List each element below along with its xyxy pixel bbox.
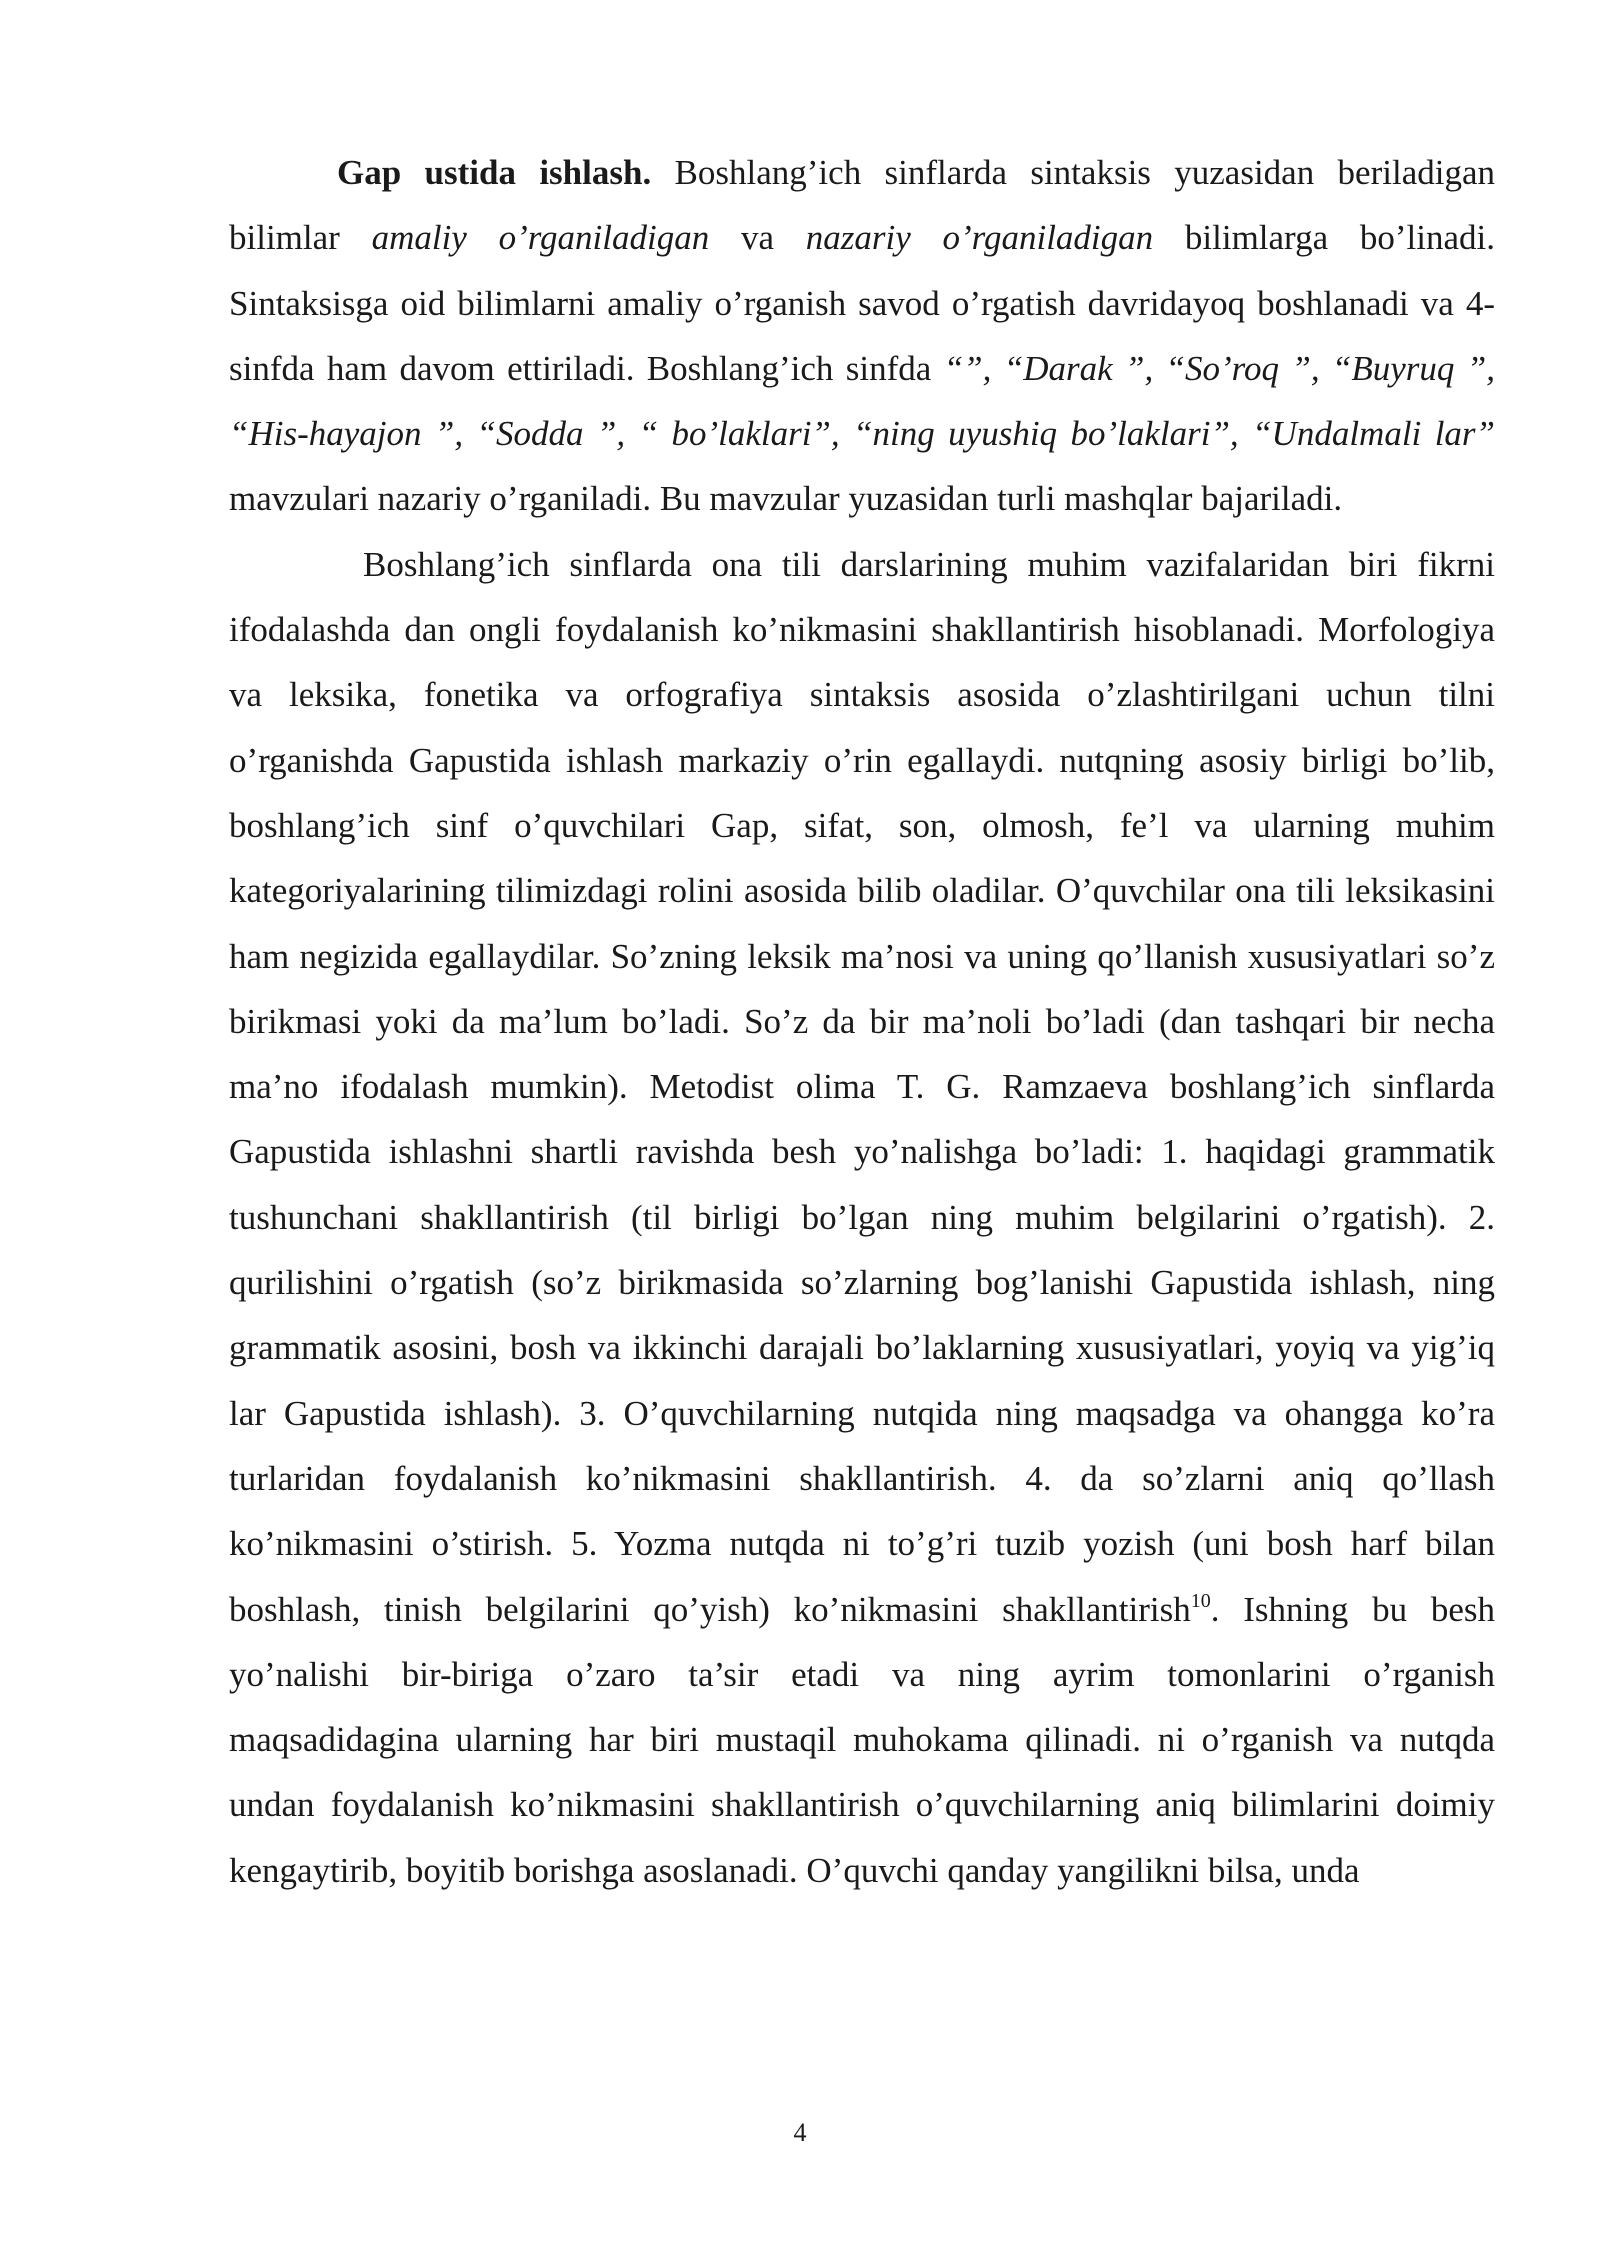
footnote-reference[interactable]: 10 [1190,1589,1211,1612]
paragraph-gap-ustida-ishlash [229,140,1495,532]
italic-term-nazariy: nazariy o’rganiladigan [805,218,1154,258]
document-body [229,140,1495,1903]
text-span: Boshlang’ich sinflarda sintaksis yuzasidan beriladigan bilimlar [229,153,1495,258]
page-number: 4 [793,2118,807,2147]
text-span: va [709,218,806,258]
text-span: mavzulari nazariy o’rganiladi. Bu mavzular yuzasidan turli mashqlar bajariladi. [229,479,1343,519]
text-span: . Ishning bu besh yo’nalishi bir-biriga o’zaro ta’sir etadi va ning ayrim tomonlarini o’rganish maqsadidagina ularning har biri mustaqil muhokama qilinadi. ni o’rganish va nutqda undan foydalanish ko’nikmasini shakllantirish o’quvchilarning aniq bilimlarini doimiy kengaytirib, boyitib borishga asoslanadi. O’quvchi qanday yangilikni bilsa, unda [229,1589,1495,1890]
text-span: bilimlarga bo’linadi. Sintaksisga oid bilimlarni amaliy o’rganish savod o’rgatish davridayoq boshlanadi va 4-sinfda ham davom ettiriladi. Boshlang’ich sinfda [229,218,1495,388]
paragraph-ona-tili-vazifalari [229,532,1495,1903]
italic-topic-list: “”, “Darak ”, “So’roq ”, “Buyruq ”, “His-hayajon ”, “Sodda ”, “ bo’laklari”, “ning uyushiq bo’laklari”, “Undalmali lar” [229,348,1495,454]
text-span: Boshlang’ich sinflarda ona tili darslarining muhim vazifalaridan biri fikrni ifodalashda dan ongli foydalanish ko’nikmasini shakllantirish hisoblanadi. Morfologiya va leksika, fonetika va orfografiya sintaksis asosida o’zlashtirilgani uchun tilni o’rganishda Gapustida ishlash markaziy o’rin egallaydi. nutqning asosiy birligi bo’lib, boshlang’ich sinf o’quvchilari Gap, sifat, son, olmosh, fe’l va ularning muhim kategoriyalarining tilimizdagi rolini asosida bilib oladilar. O’quvchilar ona tili leksikasini ham negizida egallaydilar. So’zning leksik ma’nosi va uning qo’llanish xususiyatlari so’z birikmasi yoki da ma’lum bo’ladi. So’z da bir ma’noli bo’ladi (dan tashqari bir necha ma’no ifodalash mumkin). Metodist olima T. G. Ramzaeva boshlang’ich sinflarda Gapustida ishlashni shartli ravishda besh yo’nalishga bo’ladi: 1. haqidagi grammatik tushunchani shakllantirish (til birligi bo’lgan ning muhim belgilarini o’rgatish). 2. qurilishini o’rgatish (so’z birikmasida so’zlarning bog’lanishi Gapustida ishlash, ning grammatik asosini, bosh va ikkinchi darajali bo’laklarning xususiyatlari, yoyiq va yig’iq lar Gapustida ishlash). 3. O’quvchilarning nutqida ning maqsadga va ohangga ko’ra turlaridan foydalanish ko’nikmasini shakllantirish. 4. da so’zlarni aniq qo’llash ko’nikmasini o’stirish. 5. Yozma nutqda ni to’g’ri tuzib yozish (uni bosh harf bilan boshlash, tinish belgilarini qo’yish) ko’nikmasini shakllantirish [229,544,1495,1629]
italic-term-amaliy: amaliy o’rganiladigan [371,218,710,258]
paragraph-heading: Gap ustida ishlash. [337,153,652,192]
